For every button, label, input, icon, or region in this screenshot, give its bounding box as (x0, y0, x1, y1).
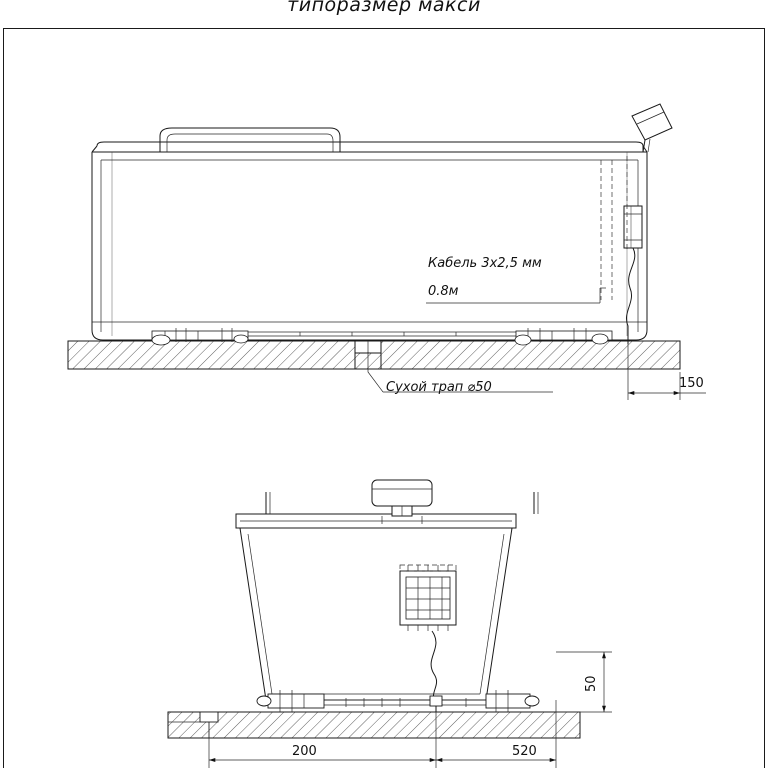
cable-length-label: 0.8м (428, 284, 459, 299)
dimension-150-text: 150 (679, 376, 704, 391)
dimension-50-text: 50 (584, 675, 599, 692)
drain-label: Сухой трап ⌀50 (386, 380, 492, 395)
drawing-title: типоразмер макси (287, 0, 481, 16)
heater-box-front (400, 565, 456, 631)
dimension-520-text: 520 (512, 744, 537, 759)
dimension-200-text: 200 (292, 744, 317, 759)
front-view-group (168, 480, 612, 768)
grab-handle-side (160, 128, 340, 152)
side-view-group (68, 104, 706, 400)
floor-slab-front (168, 712, 580, 738)
bathtub-front-elevation (236, 514, 516, 700)
shower-head-side (632, 104, 672, 152)
bathtub-side-elevation (92, 142, 647, 340)
cable-label: Кабель 3х2,5 мм (428, 256, 542, 271)
